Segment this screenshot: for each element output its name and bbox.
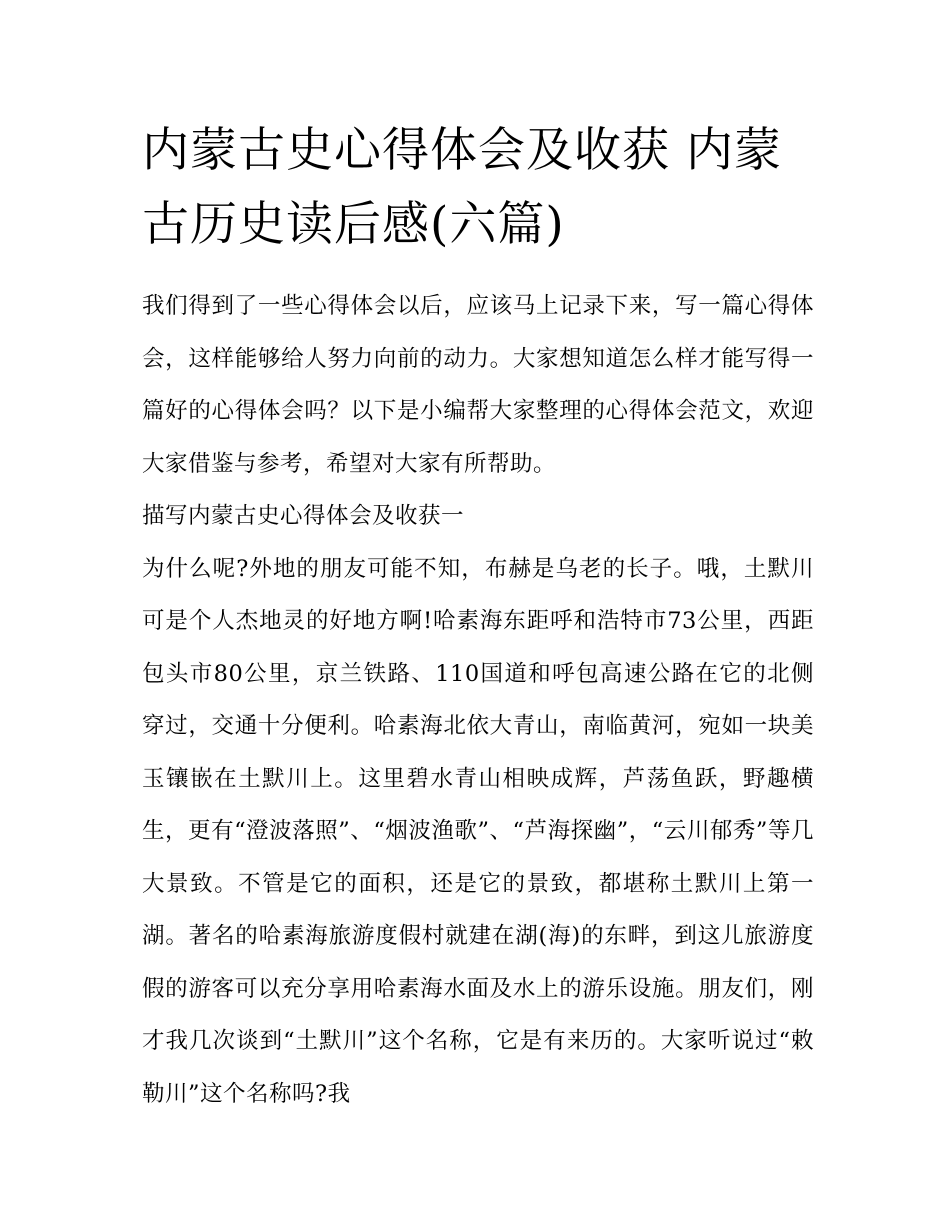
section-paragraph: 为什么呢?外地的朋友可能不知，布赫是乌老的长子。哦，土默川可是个人杰地灵的好地方啊!哈素海东距呼和浩特市73公里，西距包头市80公里，京兰铁路、110国道和呼包高速公路在它的北侧穿过，交通十分便利。哈素海北依大青山，南临黄河，宛如一块美玉镶嵌在土默川上。这里碧水青山相映成辉，芦荡鱼跃，野趣横生，更有“澄波落照”、“烟波渔歌”、“芦海探幽”，“云川郁秀”等几大景致。不管是它的面积，还是它的景致，都堪称土默川上第一湖。著名的哈素海旅游度假村就建在湖(海)的东畔，到这儿旅游度假的游客可以充分享用哈素海水面及水上的游乐设施。朋友们，刚才我几次谈到“土默川”这个名称，它是有来历的。大家听说过“敕勒川”这个名称吗?我	[142, 555, 814, 1107]
section-heading: 描写内蒙古史心得体会及收获一	[142, 503, 465, 529]
document-title: 内蒙古史心得体会及收获 内蒙古历史读后感(六篇)	[142, 123, 782, 252]
document-body	[142, 280, 814, 1120]
intro-paragraph: 我们得到了一些心得体会以后，应该马上记录下来，写一篇心得体会，这样能够给人努力向前的动力。大家想知道怎么样才能写得一篇好的心得体会吗？以下是小编帮大家整理的心得体会范文，欢迎大家借鉴与参考，希望对大家有所帮助。	[142, 293, 814, 477]
